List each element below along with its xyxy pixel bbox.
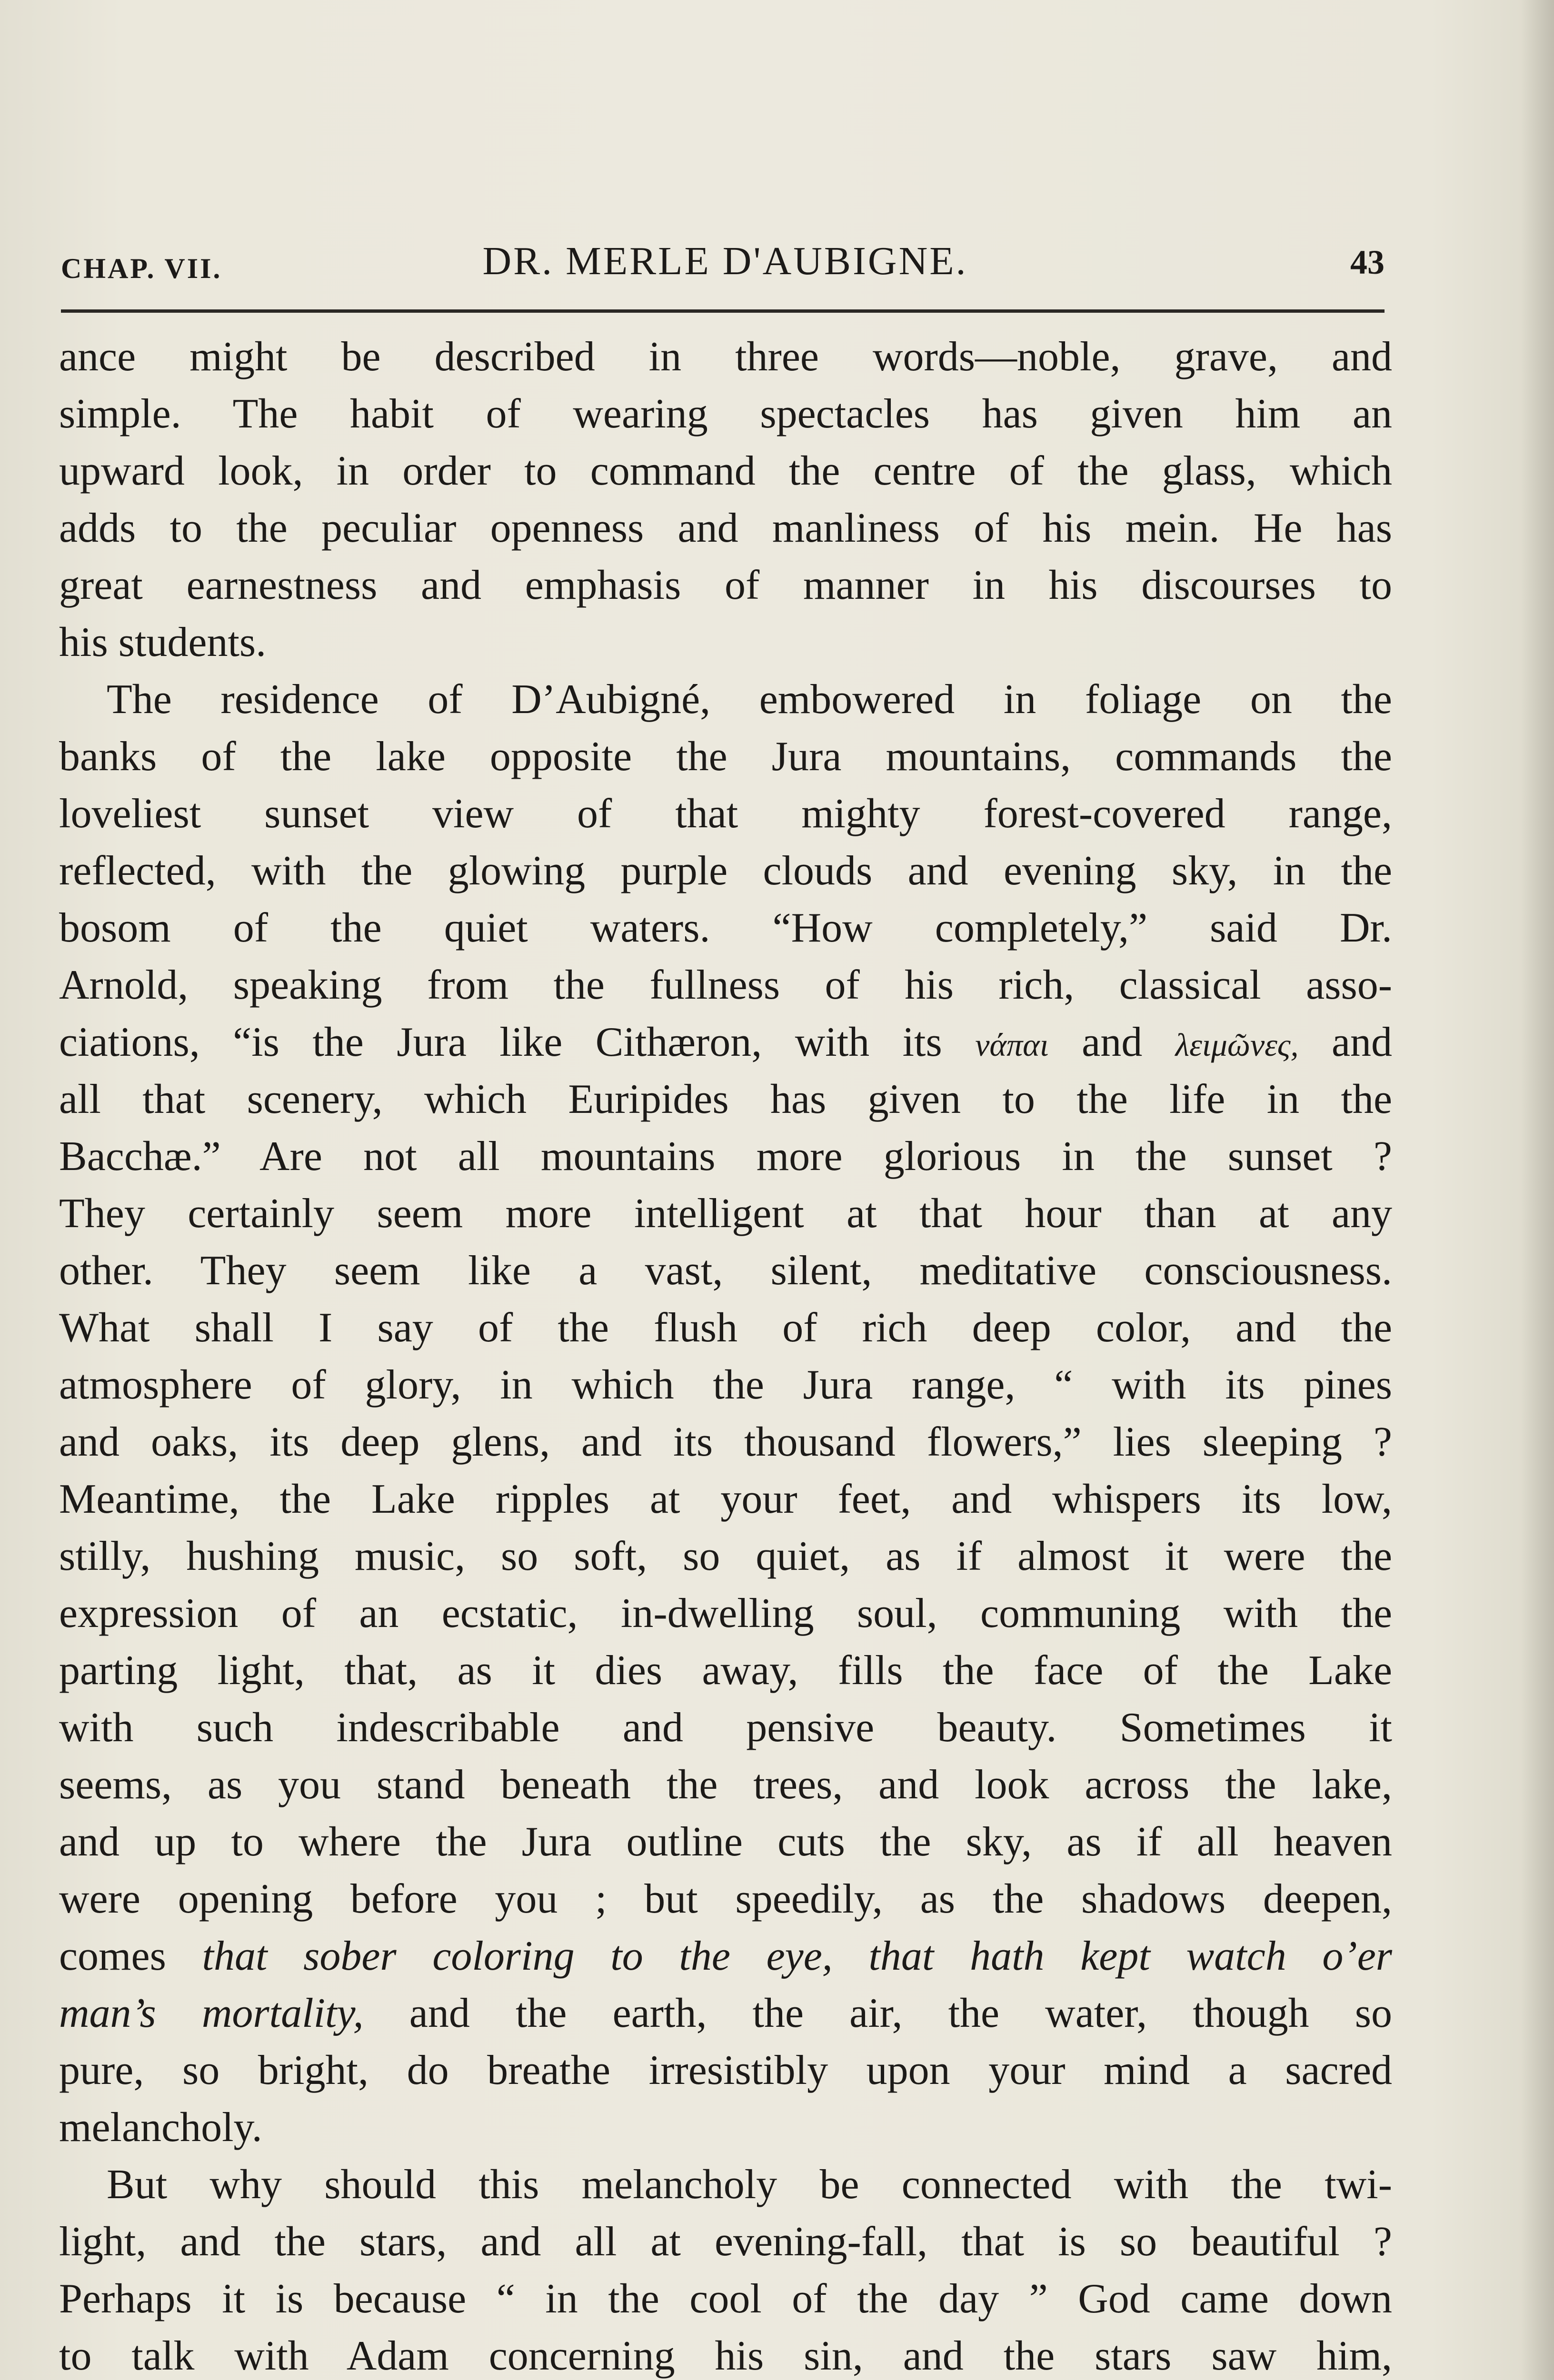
text-line: adds to the peculiar openness and manliness of his mein. He has (59, 505, 1392, 551)
text-line: were opening before you ; but speedily, as the shadows deepen, (59, 1876, 1392, 1922)
text-line: expression of an ecstatic, in-dwelling soul, communing with the (59, 1590, 1392, 1636)
text-line: and oaks, its deep glens, and its thousand flowers,” lies sleeping ? (59, 1419, 1392, 1465)
text-segment: comes (59, 1933, 166, 1979)
text-line: to talk with Adam concerning his sin, and the stars saw him, (59, 2333, 1392, 2379)
text-line: melancholy. (59, 2104, 262, 2151)
text-line: But why should this melancholy be connected with the twi- (107, 2162, 1392, 2208)
text-line: upward look, in order to command the centre of the glass, which (59, 448, 1392, 494)
text-line: Bacchæ.” Are not all mountains more glorious in the sunset ? (59, 1133, 1392, 1180)
text-line: all that scenery, which Euripides has given to the life in the (59, 1076, 1392, 1122)
text-line: other. They seem like a vast, silent, meditative consciousness. (59, 1248, 1392, 1294)
text-line: Perhaps it is because “ in the cool of the day ” God came down (59, 2276, 1392, 2322)
header-rule (61, 309, 1385, 313)
text-line: bosom of the quiet waters. “How completely,” said Dr. (59, 905, 1392, 951)
text-line: with such indescribable and pensive beauty. Sometimes it (59, 1705, 1392, 1751)
text-line: What shall I say of the flush of rich deep color, and the (59, 1305, 1392, 1351)
text-line: Meantime, the Lake ripples at your feet, and whispers its low, (59, 1476, 1392, 1522)
text-line: stilly, hushing music, so soft, so quiet, as if almost it were the (59, 1533, 1392, 1579)
greek-word: λειμῶνες, (1175, 1027, 1299, 1063)
text-line: parting light, that, as it dies away, fills the face of the Lake (59, 1647, 1392, 1694)
text-line: Arnold, speaking from the fullness of his rich, classical asso- (59, 962, 1392, 1008)
page-number: 43 (1350, 243, 1385, 281)
text-line: simple. The habit of wearing spectacles has given him an (59, 391, 1392, 437)
text-line: light, and the stars, and all at evening-fall, that is so beautiful ? (59, 2219, 1392, 2265)
text-line: The residence of D’Aubigné, embowered in foliage on the (107, 676, 1392, 723)
text-segment: ciations, “is the Jura like Cithæron, with its (59, 1019, 942, 1065)
text-line: and up to where the Jura outline cuts the sky, as if all heaven (59, 1819, 1392, 1865)
text-line: atmosphere of glory, in which the Jura range, “ with its pines (59, 1362, 1392, 1408)
text-segment: and (1331, 1019, 1393, 1065)
text-line: reflected, with the glowing purple clouds and evening sky, in the (59, 848, 1392, 894)
running-header (61, 238, 1389, 290)
text-segment: and (1082, 1019, 1143, 1065)
text-line: ance might be described in three words—noble, grave, and (59, 334, 1392, 380)
chapter-label: CHAP. VII. (61, 253, 222, 284)
italic-quote: man’s mortality, (59, 1990, 364, 2036)
text-line: pure, so bright, do breathe irresistibly upon your mind a sacred (59, 2047, 1392, 2093)
page-edge-shadow (1521, 0, 1554, 2380)
body-text (59, 328, 1392, 2380)
text-line: his students. (59, 619, 267, 665)
text-line (59, 1014, 1392, 1071)
text-line (59, 1928, 1392, 1985)
italic-quote: that sober coloring to the eye, that hath kept watch o’er (202, 1933, 1393, 1979)
text-line: banks of the lake opposite the Jura mountains, commands the (59, 734, 1392, 780)
text-line (59, 1985, 1392, 2042)
greek-word: νάπαι (975, 1027, 1049, 1063)
text-line: loveliest sunset view of that mighty forest-covered range, (59, 791, 1392, 837)
text-line: great earnestness and emphasis of manner in his discourses to (59, 562, 1392, 608)
text-line: seems, as you stand beneath the trees, and look across the lake, (59, 1762, 1392, 1808)
text-line: They certainly seem more intelligent at that hour than at any (59, 1190, 1392, 1237)
text-segment: and the earth, the air, the water, though so (409, 1990, 1392, 2036)
running-title: DR. MERLE D'AUBIGNE. (482, 239, 968, 283)
